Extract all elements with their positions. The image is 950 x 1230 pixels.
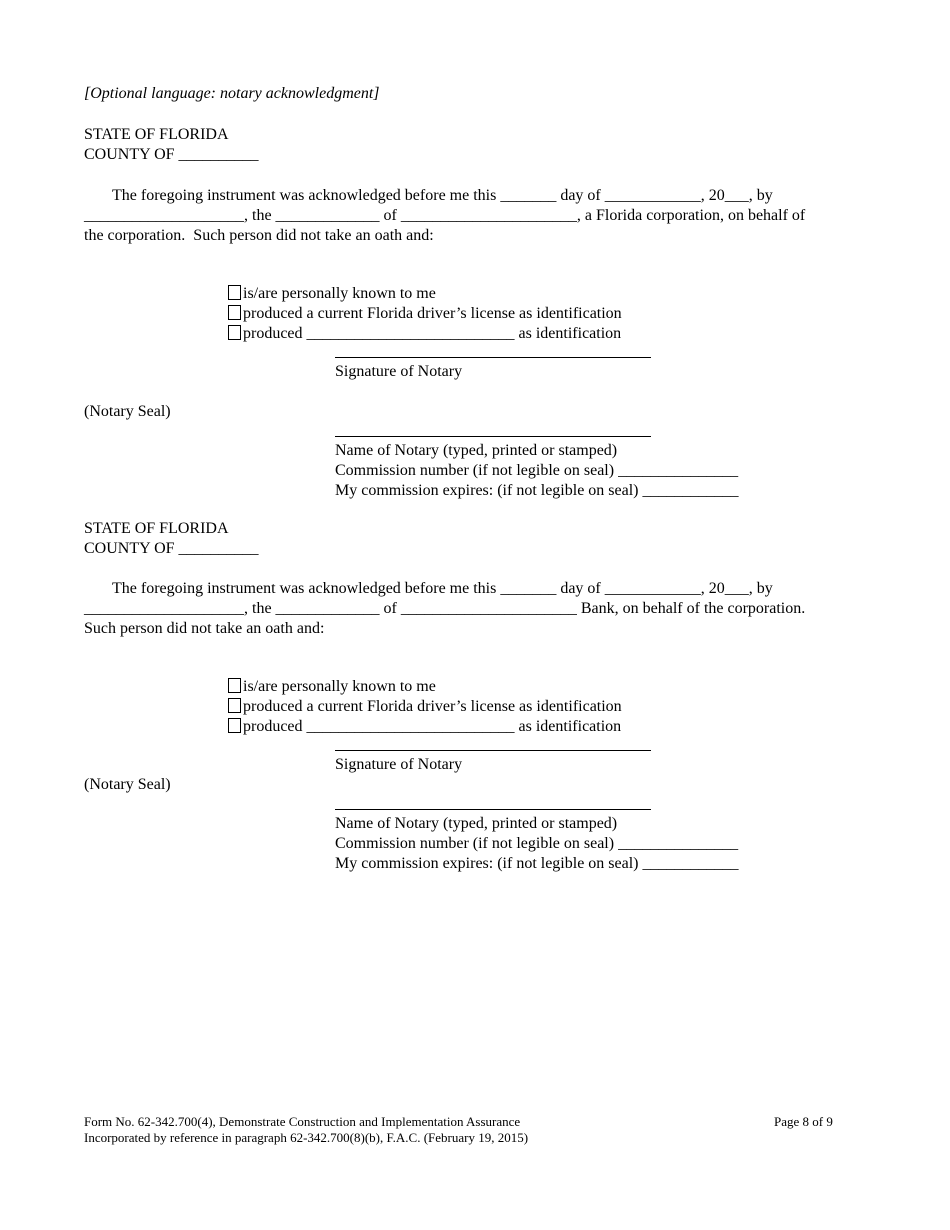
county-line: COUNTY OF __________ [84, 540, 259, 557]
signature-line [335, 750, 651, 751]
page-number: Page 8 of 9 [774, 1114, 833, 1129]
notary-name-label: Name of Notary (typed, printed or stamped) [335, 815, 618, 832]
state-line: STATE OF FLORIDA [84, 520, 229, 537]
option-label: produced a current Florida driver’s license as identification [243, 698, 622, 715]
option-label: is/are personally known to me [243, 678, 436, 695]
acknowledgment-text-line1: The foregoing instrument was acknowledged before me this _______ day of ____________, 20___, by [112, 187, 773, 204]
commission-expires-line: My commission expires: (if not legible on seal) ____________ [335, 482, 739, 499]
signature-label: Signature of Notary [335, 756, 463, 773]
acknowledgment-text-line3: Such person did not take an oath and: [84, 620, 325, 637]
notary-name-label: Name of Notary (typed, printed or stamped) [335, 442, 618, 459]
option-produced-id[interactable] [204, 697, 621, 757]
optional-language-heading: [Optional language: notary acknowledgment] [84, 85, 380, 102]
acknowledgment-text-line1: The foregoing instrument was acknowledged before me this _______ day of ____________, 20___, by [112, 580, 773, 597]
commission-number-line: Commission number (if not legible on seal) _______________ [335, 462, 739, 479]
notary-seal-label: (Notary Seal) [84, 403, 171, 420]
checkbox[interactable] [228, 325, 241, 340]
option-label: produced __________________________ as identification [243, 718, 622, 735]
option-produced-id[interactable] [204, 304, 621, 364]
option-label: produced a current Florida driver’s license as identification [243, 305, 622, 322]
option-label: produced __________________________ as identification [243, 325, 622, 342]
state-line: STATE OF FLORIDA [84, 126, 229, 143]
commission-expires-line: My commission expires: (if not legible on seal) ____________ [335, 855, 739, 872]
document-page [84, 0, 859, 1230]
checkbox[interactable] [228, 718, 241, 733]
signature-line [335, 357, 651, 358]
acknowledgment-text-line3: the corporation. Such person did not take an oath and: [84, 227, 434, 244]
county-line: COUNTY OF __________ [84, 146, 259, 163]
signature-label: Signature of Notary [335, 363, 463, 380]
acknowledgment-text-line2: ____________________, the _____________ of ______________________ Bank, on behalf of the corporation. [84, 600, 806, 617]
acknowledgment-text-line2: ____________________, the _____________ of ______________________, a Florida corporation, on behalf of [84, 207, 806, 224]
option-label: is/are personally known to me [243, 285, 436, 302]
notary-name-line [335, 436, 651, 437]
footer-incorporated-by-reference: Incorporated by reference in paragraph 62-342.700(8)(b), F.A.C. (February 19, 2015) [84, 1130, 529, 1145]
commission-number-line: Commission number (if not legible on seal) _______________ [335, 835, 739, 852]
notary-seal-label: (Notary Seal) [84, 776, 171, 793]
footer-form-number: Form No. 62-342.700(4), Demonstrate Construction and Implementation Assurance [84, 1114, 521, 1129]
notary-name-line [335, 809, 651, 810]
